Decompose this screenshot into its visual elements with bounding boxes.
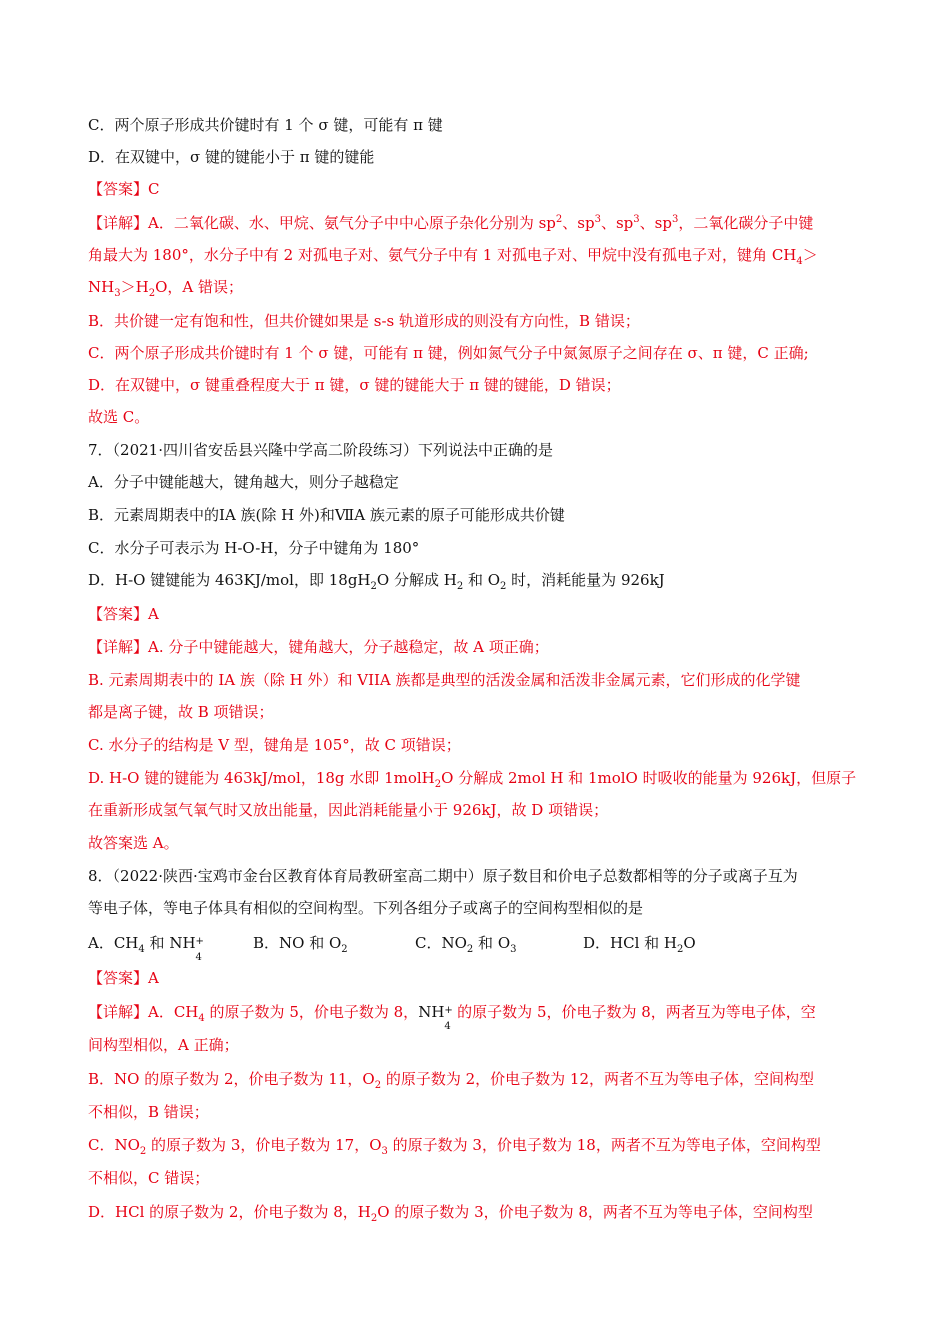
q8-explanation-c-line2: 不相似，C 错误； <box>88 1169 210 1187</box>
q6-conclusion: 故选 C。 <box>88 408 150 426</box>
q8-stem-line2: 等电子体，等电子体具有相似的空间构型。下列各组分子或离子的空间构型相似的是 <box>88 899 644 917</box>
q6-explanation-line2: 角最大为 180°，水分子中有 2 对孤电子对、氨气分子中有 1 对孤电子对、甲烷中没有孤电子对，键角 $CH_4>$ <box>88 246 818 267</box>
q8-explanation-b-line2: 不相似，B 错误； <box>88 1103 209 1121</box>
q8-explanation-d-line1: D．HCl 的原子数为 2，价电子数为 8，$H_2O$ 的原子数为 3，价电子数为 8，两者不互为等电子体，空间构型 <box>88 1203 813 1224</box>
q7-option-c: C．水分子可表示为 H-O-H，分子中键角为 180° <box>88 539 420 557</box>
q8-stem-line1: 8．（2022·陕西·宝鸡市金台区教育体育局教研室高二期中）原子数目和价电子总数都相等的分子或离子互为 <box>88 867 798 885</box>
q7-option-a: A．分子中键能越大，键角越大，则分子越稳定 <box>88 473 399 491</box>
q8-option-c: C．$NO_2$ 和 $O_3$ <box>415 934 517 955</box>
q7-option-b: B．元素周期表中的ⅠA 族(除 H 外)和ⅦA 族元素的原子可能形成共价键 <box>88 506 565 524</box>
q6-explanation-b: B．共价键一定有饱和性，但共价键如果是 s-s 轨道形成的则没有方向性，B 错误； <box>88 312 640 330</box>
q6-answer: 【答案】C <box>88 180 160 198</box>
q8-option-b: B．NO 和 $O_2$ <box>253 934 348 955</box>
q8-explanation-c-line1: C．$NO_2$ 的原子数为 3，价电子数为 17，$O_3$ 的原子数为 3，价电子数为 18，两者不互为等电子体，空间构型 <box>88 1136 821 1157</box>
q7-explanation-c: C. 水分子的结构是 V 型，键角是 105°，故 C 项错误； <box>88 736 461 754</box>
q7-explanation-b-line1: B. 元素周期表中的 IA 族（除 H 外）和 VIIA 族都是典型的活泼金属和活泼非金属元素，它们形成的化学键 <box>88 671 801 689</box>
q8-answer: 【答案】A <box>88 969 159 987</box>
q7-stem: 7．（2021·四川省安岳县兴隆中学高二阶段练习）下列说法中正确的是 <box>88 441 553 459</box>
q6-explanation-c: C．两个原子形成共价键时有 1 个 σ 键，可能有 π 键，例如氮气分子中氮氮原子之间存在 σ、π 键，C 正确; <box>88 344 809 362</box>
q7-explanation-d-line1: D. H-O 键的键能为 463kJ/mol，18g 水即 1molH$_2$O 分解成 2mol H 和 1molO 时吸收的能量为 926kJ，但原子 <box>88 769 857 790</box>
q7-explanation-b-line2: 都是离子键，故 B 项错误； <box>88 703 274 721</box>
q7-answer: 【答案】A <box>88 605 159 623</box>
q7-explanation-a: 【详解】A. 分子中键能越大，键角越大，分子越稳定，故 A 项正确； <box>88 638 549 656</box>
q8-option-d: D．HCl 和 $H_2O$ <box>583 934 696 955</box>
q6-explanation-line3: $NH_3>H_2O$，A 错误； <box>88 278 243 299</box>
q8-explanation-a-line2: 间构型相似，A 正确； <box>88 1036 239 1054</box>
q6-explanation-d: D．在双键中，σ 键重叠程度大于 π 键，σ 键的键能大于 π 键的键能，D 错误； <box>88 376 621 394</box>
q7-conclusion: 故答案选 A。 <box>88 834 179 852</box>
q8-explanation-a-line1: 【详解】A．$CH_4$ 的原子数为 5，价电子数为 8，NH + 4 的原子数为 5，价电子数为 8，两者互为等电子体，空 <box>88 1003 816 1032</box>
q8-explanation-b-line1: B．NO 的原子数为 2，价电子数为 11，$O_2$ 的原子数为 2，价电子数为 12，两者不互为等电子体，空间构型 <box>88 1070 814 1091</box>
q7-explanation-d-line2: 在重新形成氢气氧气时又放出能量，因此消耗能量小于 926kJ，故 D 项错误； <box>88 801 609 819</box>
q8-option-a: A．$CH_4$ 和 NH + 4 <box>88 934 204 963</box>
q6-option-d: D．在双键中，σ 键的键能小于 π 键的键能 <box>88 148 375 166</box>
q6-option-c: C．两个原子形成共价键时有 1 个 σ 键，可能有 π 键 <box>88 116 443 134</box>
q6-explanation-line1: 【详解】A．二氧化碳、水、甲烷、氨气分子中中心原子杂化分别为 $sp^2$、$sp^3$、$sp^3$、$sp^3$，二氧化碳分子中键 <box>88 214 814 232</box>
q7-option-d: D．H-O 键键能为 463KJ/mol，即 $18gH_2O$ 分解成 $H_2$ 和 $O_2$ 时，消耗能量为 926kJ <box>88 571 665 592</box>
